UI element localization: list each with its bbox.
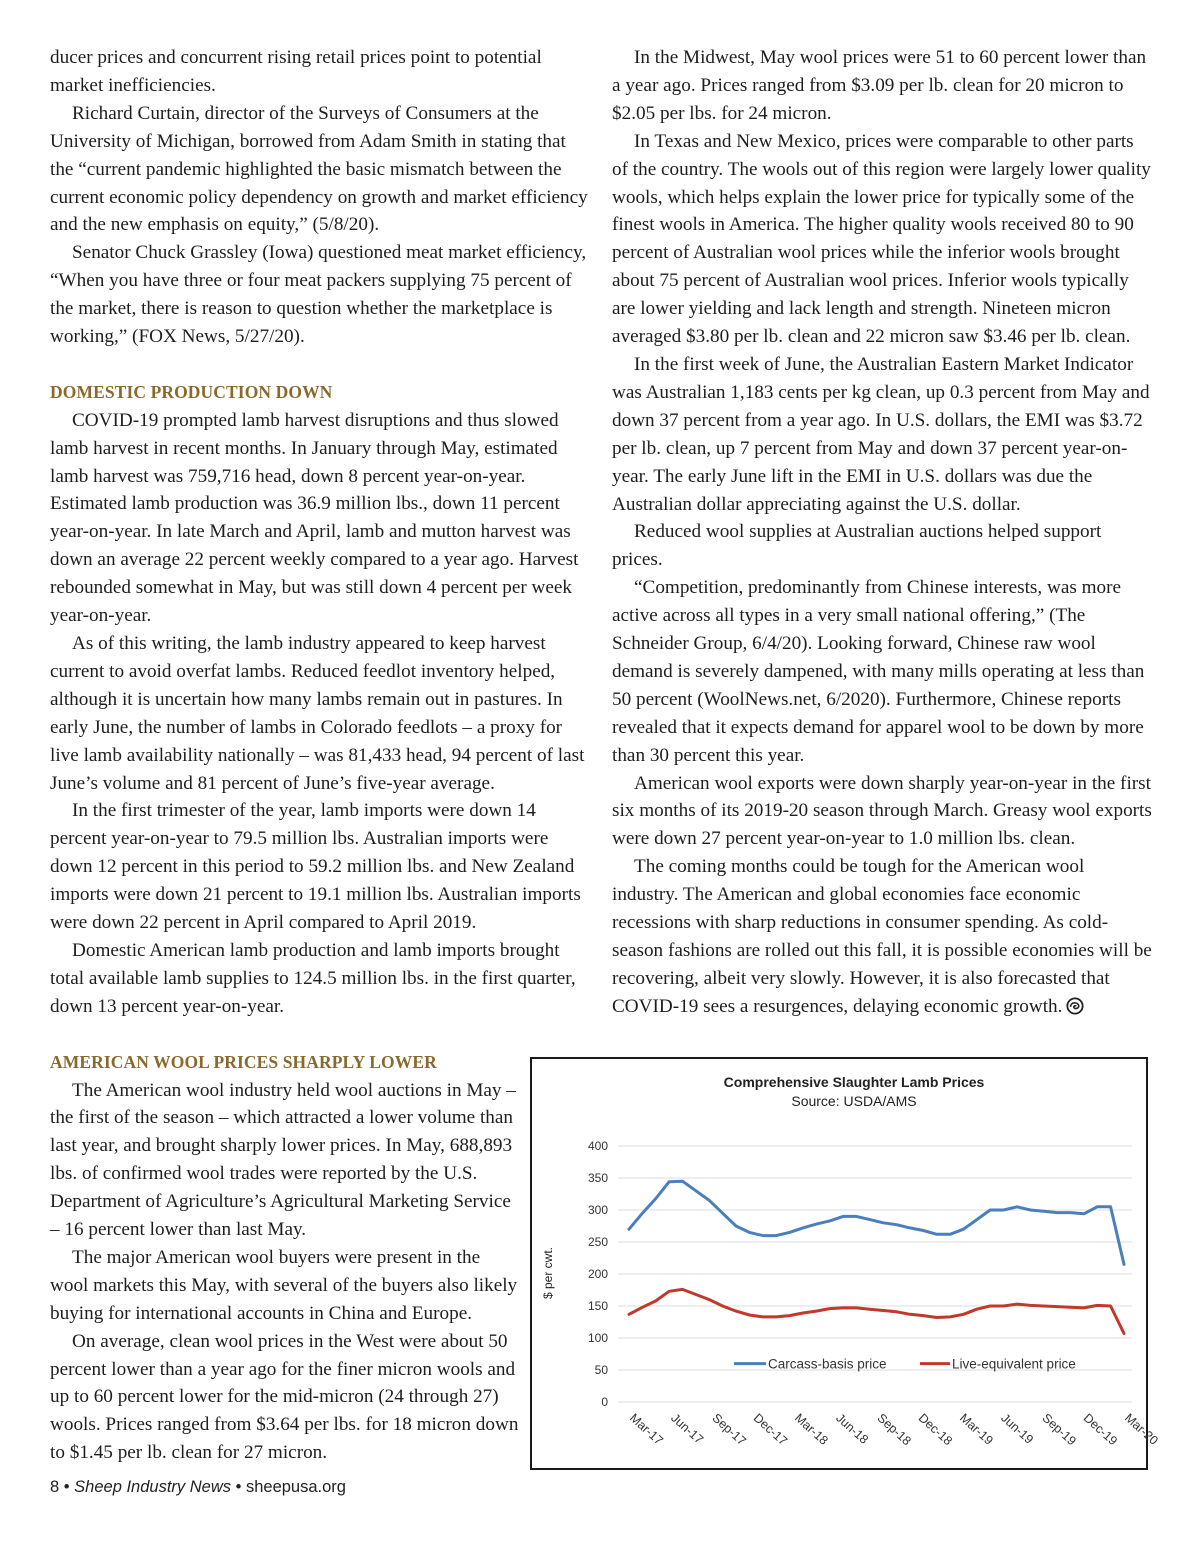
x-tick-label: Sep-19 [1039,1410,1079,1449]
paragraph: In Texas and New Mexico, prices were comparable to other parts of the country. The wools out of this region were largely lower quality wools, which helps explain the lower price for typically some of the finest wools in America. The higher quality wools received 80 to 90 percent of Australian wool prices while the inferior wools brought about 75 percent of Australian wool prices. Inferior wools typically are lower yielding and lack length and strength. Nineteen micron averaged $3.80 per lb. clean and 22 micron saw $3.46 per lb. clean. [612,130,1151,348]
y-tick-label: 200 [587,1267,608,1281]
x-tick-label: Mar-18 [791,1410,831,1448]
paragraph: American wool exports were down sharply year-on-year in the first six months of its 2019-20 season through March. Greasy wool exports were down 27 percent year-on-year to 1.0 million lbs. clean. [612,772,1152,850]
x-tick-label: Jun-17 [668,1410,707,1447]
x-tick-label: Mar-20 [1121,1410,1161,1448]
y-tick-label: 0 [601,1395,608,1409]
end-of-article-icon [1066,997,1084,1015]
paragraph: In the Midwest, May wool prices were 51 to 60 percent lower than a year ago. Prices ranged from $3.09 per lb. clean for 20 micron to $2.05 per lbs. for 24 micron. [612,47,1147,124]
paragraph: “Competition, predominantly from Chinese interests, was more active across all types in a very small national offering,” (The Schneider Group, 6/4/20). Looking forward, Chinese raw wool demand is severely dampened, with many mills operating at less than 50 percent (WoolNews.net, 6/2020). Furthermore, Chinese reports revealed that it expects demand for apparel wool to be down by more than 30 percent this year. [612,577,1145,766]
legend-live-label: Live-equivalent price [952,1356,1076,1372]
y-tick-label: 300 [587,1203,608,1217]
paragraph: The American wool industry held wool auctions in May – the first of the season – which attracted a lower volume than last year, and brought sharply lower prices. In May, 688,893 lbs. of confirmed wool trades were reported by the U.S. Department of Agriculture’s Agricultural Marketing Service – 16 percent lower than last May. [50,1079,516,1241]
x-tick-label: Dec-18 [915,1410,956,1449]
paragraph: COVID-19 prompted lamb harvest disruptions and thus slowed lamb harvest in recent months. In January through May, estimated lamb harvest was 759,716 head, down 8 percent year-on-year. Estimated lamb production was 36.9 million lbs., down 11 percent year-on-year. In late March and April, lamb and mutton harvest was down an average 22 percent weekly compared to a year ago. Harvest rebounded somewhat in May, but was still down 4 percent per week year-on-year. [50,409,579,627]
left-column [50,44,590,1467]
footer-separator: • [235,1478,242,1496]
paragraph: In the first trimester of the year, lamb imports were down 14 percent year-on-year to 79.5 million lbs. Australian imports were down 12 percent in this period to 59.2 million lbs. and New Zealand imports were down 21 percent to 19.1 million lbs. Australian imports were down 22 percent in April compared to April 2019. [50,800,581,934]
paragraph: In the first week of June, the Australian Eastern Market Indicator was Australian 1,183 cents per kg clean, up 0.3 percent from May and down 37 percent from a year ago. In U.S. dollars, the EMI was $3.72 per lb. clean, up 7 percent from May and down 37 percent year-on-year. The early June lift in the EMI in U.S. dollars was due the Australian dollar appreciating against the U.S. dollar. [612,353,1150,515]
carcass-price-line [629,1181,1124,1264]
paragraph: The major American wool buyers were present in the wool markets this May, with several of the buyers also likely buying for international accounts in China and Europe. [50,1246,518,1324]
chart-canvas [532,1059,1161,1468]
right-column [612,44,1152,1021]
website-link[interactable]: sheepusa.org [245,1478,346,1496]
paragraph: On average, clean wool prices in the West were about 50 percent lower than a year ago for the finer micron wools and up to 60 percent lower for the mid-micron (24 through 27) wools. Prices ranged from $3.64 per lbs. for 18 micron down to $1.45 per lb. clean for 27 micron. [50,1330,519,1464]
y-tick-label: 400 [587,1139,608,1153]
legend-carcass-label: Carcass-basis price [768,1356,887,1372]
paragraph-text: The coming months could be tough for the American wool industry. The American and global economies face economic recessions with sharp reductions in consumer spending. As cold-season fashions are rolled out this fall, it is possible economies will be recovering, albeit very slowly. However, it is also forecasted that COVID-19 sees a resurgences, delaying economic growth. [612,856,1152,1017]
section-heading-domestic-production: DOMESTIC PRODUCTION DOWN [50,381,333,402]
paragraph-last [612,853,1152,1020]
y-axis-label: $ per cwt. [541,1246,555,1300]
y-tick-label: 100 [587,1331,608,1345]
paragraph: Richard Curtain, director of the Surveys of Consumers at the University of Michigan, borrowed from Adam Smith in stating that the “current pandemic highlighted the basic mismatch between the current economic policy dependency on growth and market efficiency and the new emphasis on equity,” (5/8/20). [50,102,588,236]
x-tick-label: Dec-19 [1080,1410,1121,1449]
page-number: 8 [50,1478,60,1496]
paragraph: Domestic American lamb production and lamb imports brought total available lamb supplies to 124.5 million lbs. in the first quarter, down 13 percent year-on-year. [50,939,576,1017]
y-tick-label: 250 [587,1235,608,1249]
chart-title: Comprehensive Slaughter Lamb Prices [723,1074,985,1090]
y-tick-label: 350 [587,1171,608,1185]
section-heading-wool-prices: AMERICAN WOOL PRICES SHARPLY LOWER [50,1051,437,1072]
y-tick-label: 50 [594,1363,608,1377]
x-tick-label: Jun-19 [998,1410,1037,1447]
paragraph: As of this writing, the lamb industry appeared to keep harvest current to avoid overfat lambs. Reduced feedlot inventory helped, although it is uncertain how many lambs remain out in pastures. In early June, the number of lambs in Colorado feedlots – a proxy for live lamb availability nationally – was 81,433 head, 94 percent of last June’s volume and 81 percent of June’s five-year average. [50,633,585,794]
x-tick-label: Mar-17 [626,1410,666,1448]
x-tick-label: Dec-17 [750,1410,791,1449]
paragraph: ducer prices and concurrent rising retail prices point to potential market inefficiencies. [50,47,542,96]
paragraph: Senator Chuck Grassley (Iowa) questioned meat market efficiency, “When you have three or four meat packers supplying 75 percent of the market, there is reason to question whether the marketplace is working,” (FOX News, 5/27/20). [50,242,587,348]
wrapped-text-block [50,1077,520,1468]
publication-name: Sheep Industry News [74,1478,231,1496]
x-tick-label: Mar-19 [956,1410,996,1448]
footer-separator: • [63,1478,70,1496]
page-footer [50,1478,346,1497]
live-price-line [629,1289,1124,1333]
slaughter-lamb-prices-chart [530,1057,1161,1470]
x-tick-label: Sep-17 [709,1410,749,1449]
x-tick-label: Jun-18 [833,1410,872,1447]
chart-subtitle: Source: USDA/AMS [791,1093,917,1109]
y-tick-label: 150 [587,1299,608,1313]
x-tick-label: Sep-18 [874,1410,914,1449]
paragraph: Reduced wool supplies at Australian auctions helped support prices. [612,521,1102,571]
